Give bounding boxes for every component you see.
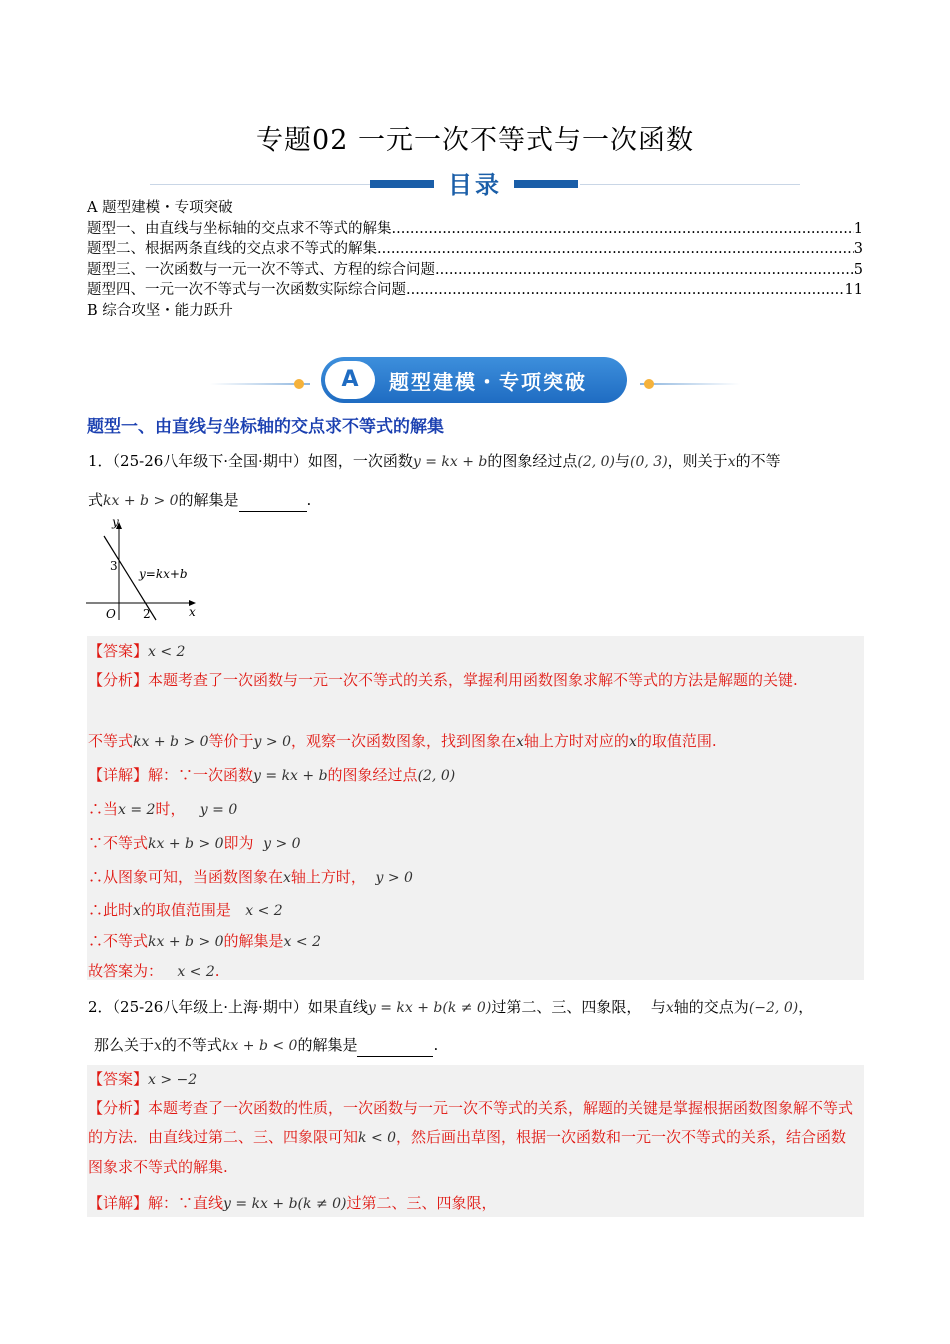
analysis-2: [88, 1094, 860, 1182]
toc-item-page: 3: [853, 241, 863, 257]
banner-text: 题型建模・专项突破: [389, 370, 587, 394]
analysis-text: 本题考查了一次函数与一元一次不等式的关系，掌握利用函数图象求解不等式的方法是解题的关键.: [148, 671, 798, 689]
toc-item-page: 11: [844, 282, 863, 298]
table-of-contents: [87, 198, 863, 321]
banner-dot-right: [644, 379, 654, 389]
analysis-1: [88, 666, 860, 695]
origin-label: O: [106, 607, 116, 621]
text: 解：∵一次函数: [148, 766, 254, 784]
detail-tag: 【详解】: [88, 766, 149, 784]
detail-1-line-1: [88, 764, 455, 785]
analysis-tag: 【分析】: [88, 1099, 149, 1117]
banner-letter: A: [325, 361, 375, 399]
text: 的取值范围是: [140, 901, 231, 919]
section-title: 题型一、由直线与坐标轴的交点求不等式的解集: [87, 417, 444, 437]
answer-1: [88, 640, 185, 661]
function-graph: [86, 516, 201, 622]
text: 的图象经过点: [487, 452, 578, 470]
text: 的不等: [735, 452, 781, 470]
text: ∴从图象可知，当函数图象在: [88, 868, 284, 886]
math: kx + b < 0: [221, 1038, 298, 1054]
math: y > 0: [263, 836, 301, 852]
text: .: [433, 1036, 439, 1054]
math: y > 0: [253, 734, 291, 750]
text: 的取值范围.: [636, 732, 717, 750]
toc-heading: [370, 163, 580, 201]
text: ∵不等式: [88, 834, 149, 852]
math: x: [133, 903, 141, 919]
math: y = kx + b: [412, 454, 488, 470]
section-banner: [321, 357, 627, 403]
math: x: [727, 454, 736, 470]
toc-leader: [392, 219, 854, 240]
toc-item-label: 题型一、由直线与坐标轴的交点求不等式的解集: [87, 220, 392, 237]
toc-rule-right: [580, 184, 800, 185]
answer-tag: 【答案】: [88, 1070, 149, 1088]
answer-2: [88, 1068, 197, 1089]
detail-1-line-7: [88, 960, 220, 981]
text: 轴的交点为: [673, 998, 749, 1016]
analysis-1-line-3: [88, 730, 717, 751]
math: x: [516, 734, 524, 750]
x-intercept-label: 2: [143, 607, 151, 621]
y-axis-label: y: [112, 516, 119, 529]
answer-blank[interactable]: [357, 1034, 433, 1057]
analysis-tag: 【分析】: [88, 671, 149, 689]
text: 轴上方时，: [290, 868, 366, 886]
math: x < 2: [283, 934, 321, 950]
text: ，则关于: [667, 452, 728, 470]
text: 解：∵直线: [148, 1194, 224, 1212]
detail-tag: 【详解】: [88, 1194, 149, 1212]
banner-rule-right: [640, 383, 740, 385]
math: (2, 0): [577, 454, 616, 470]
math: x > −2: [148, 1072, 198, 1088]
math: y = 0: [199, 802, 238, 818]
x-axis-label: x: [189, 605, 196, 619]
toc-bar-left: [370, 180, 434, 188]
text: 过第二、三、四象限，: [491, 998, 642, 1016]
toc-item-page: 1: [853, 220, 863, 237]
text: 那么关于: [94, 1036, 155, 1054]
text: 不等式: [88, 732, 134, 750]
math: kx + b > 0: [103, 493, 179, 509]
toc-item-label: 题型四、一元一次不等式与一次函数实际综合问题: [87, 282, 406, 298]
math: kx + b > 0: [133, 734, 209, 750]
detail-2-line-1: [88, 1192, 497, 1213]
detail-1-line-3: [88, 832, 301, 853]
text: ∴不等式: [88, 932, 149, 950]
text: 如图，一次函数: [307, 452, 413, 470]
toc-rule-left: [150, 184, 370, 185]
toc-leader: [435, 260, 854, 281]
toc-bar-right: [514, 180, 578, 188]
toc-item[interactable]: [87, 239, 863, 260]
math: k < 0: [358, 1130, 397, 1146]
toc-item-label: 题型二、根据两条直线的交点求不等式的解集: [87, 241, 377, 257]
toc-item-page: 5: [853, 261, 863, 278]
text: 时，: [155, 800, 186, 818]
math: y = kx + b(k ≠ 0): [367, 1000, 492, 1016]
text: .: [214, 962, 220, 980]
question-2-line-2: [94, 1034, 438, 1057]
text: 的图象经过点: [327, 766, 418, 784]
math: x: [154, 1038, 162, 1054]
toc-item[interactable]: [87, 219, 863, 240]
math: (0, 3): [630, 454, 668, 470]
math: x < 2: [148, 644, 186, 660]
math: y = kx + b: [253, 768, 328, 784]
math: x: [665, 1000, 674, 1016]
text: 即为: [223, 834, 254, 852]
math: y = kx + b(k ≠ 0): [223, 1196, 347, 1212]
analysis-text: 本题考查了一次函数的性质，一次函数与一元一次不等式的关系，解题的关键是掌握根据函数图象解不等式的方法．由直线过第二、三、四象限可知: [88, 1099, 854, 1146]
page-title: 专题02 一元一次不等式与一次函数: [256, 125, 694, 156]
analysis-text: ，然后画出草图，根据一次函数和一元一次不等式的关系，结合函数图象求不等式的解集.: [88, 1128, 847, 1176]
math: x: [283, 870, 291, 886]
toc-item-label: A 题型建模・专项突破: [87, 200, 233, 216]
toc-item[interactable]: [87, 198, 863, 219]
line-label: y=kx+b: [139, 567, 188, 581]
text: .: [306, 491, 312, 509]
banner-dot-left: [294, 379, 304, 389]
text: 故答案为：: [88, 962, 164, 980]
text: 的解集是: [297, 1036, 358, 1054]
question-source: （25-26八年级上·上海·期中）: [112, 998, 308, 1016]
question-1-line-2: [88, 489, 311, 512]
toc-leader: [406, 280, 845, 301]
math: (−2, 0): [748, 1000, 799, 1016]
detail-1-line-2: [88, 798, 237, 819]
text: 过第二、三、四象限，: [346, 1194, 497, 1212]
question-number: 1．: [88, 452, 113, 470]
text: 的解集是: [178, 491, 239, 509]
text: 与: [615, 452, 631, 470]
math: x: [628, 734, 637, 750]
text: 的不等式: [161, 1036, 222, 1054]
toc-leader: [377, 239, 854, 260]
toc-heading-label: 目录: [448, 171, 502, 199]
text: 如果直线: [307, 998, 368, 1016]
math: x < 2: [245, 903, 283, 919]
text: ∴当: [88, 800, 119, 818]
text: 与: [650, 998, 666, 1016]
math: x = 2: [118, 802, 156, 818]
toc-item[interactable]: [87, 301, 863, 322]
toc-item-label: B 综合攻坚・能力跃升: [87, 302, 233, 319]
text: 等价于: [208, 732, 254, 750]
question-source: （25-26八年级下·全国·期中）: [112, 452, 308, 470]
math: kx + b > 0: [148, 836, 224, 852]
math: (2, 0): [417, 768, 456, 784]
text: 式: [88, 491, 104, 509]
text: 的解集是: [223, 932, 284, 950]
answer-tag: 【答案】: [88, 642, 149, 660]
question-number: 2．: [88, 998, 113, 1016]
answer-blank[interactable]: [239, 489, 307, 512]
question-1-line-1: [88, 450, 781, 473]
y-intercept-label: 3: [110, 559, 118, 573]
detail-1-line-4: [88, 866, 413, 887]
question-2-line-1: [88, 996, 813, 1019]
detail-1-line-5: [88, 899, 283, 920]
toc-item[interactable]: [87, 280, 863, 301]
math: kx + b > 0: [148, 934, 224, 950]
text: ，观察一次函数图象，找到图象在: [291, 732, 517, 750]
text: ，: [798, 998, 814, 1016]
toc-item[interactable]: [87, 260, 863, 281]
toc-item-label: 题型三、一次函数与一元一次不等式、方程的综合问题: [87, 261, 435, 278]
detail-1-line-6: [88, 930, 321, 951]
text: 轴上方时对应的: [523, 732, 629, 750]
math: x < 2: [177, 964, 215, 980]
math: y > 0: [375, 870, 413, 886]
text: ∴此时: [88, 901, 134, 919]
